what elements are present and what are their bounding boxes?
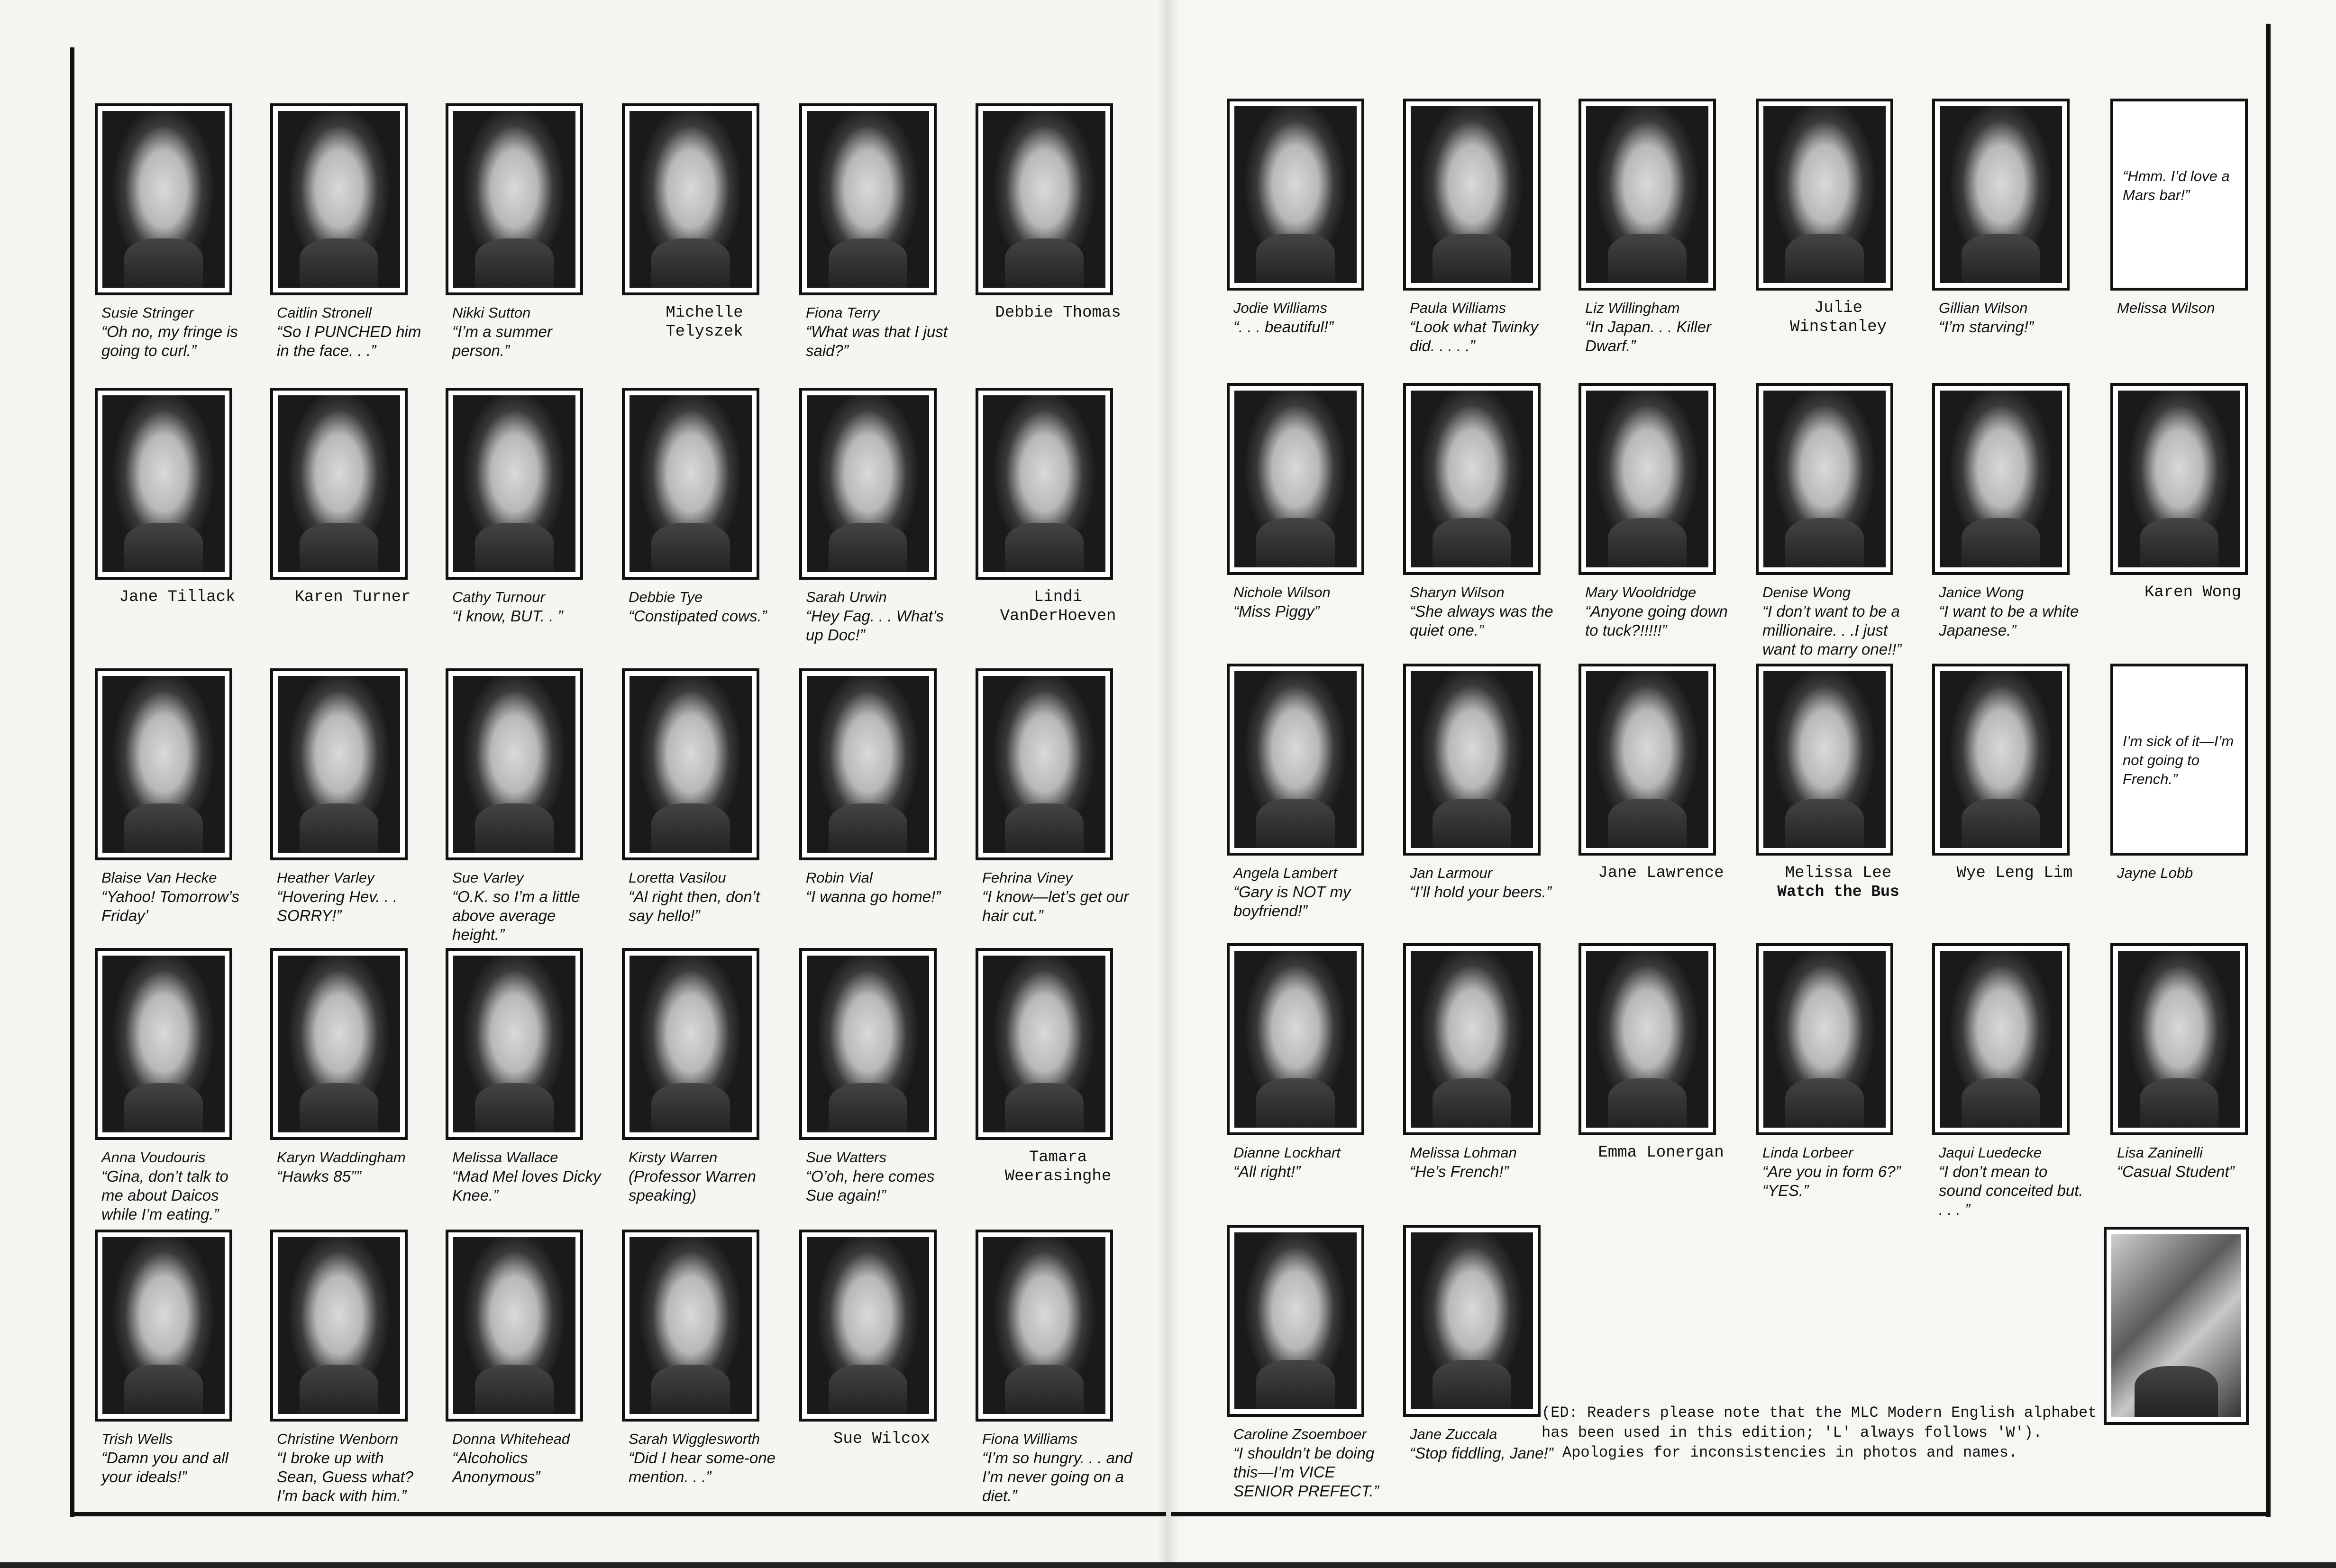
student-name: Debbie Thomas [995, 304, 1121, 322]
student-quote: Watch the Bus [1777, 883, 1899, 901]
portrait-image [1586, 391, 1708, 567]
portrait-image [1234, 671, 1357, 848]
portrait-photo-jodie-williams [1227, 99, 1364, 291]
portrait-image [278, 395, 400, 572]
portrait-caption [101, 1430, 253, 1486]
portrait-photo-sarah-wigglesworth [622, 1230, 759, 1422]
portrait-image [983, 676, 1105, 853]
student-quote: “I want to be a white Japanese.” [1939, 602, 2079, 639]
blank-box-quote: I’m sick of it—I’m not going to French.” [2123, 732, 2234, 787]
portrait-photo-linda-lorbeer [1756, 943, 1893, 1135]
portrait-caption [1762, 1143, 1914, 1200]
student-name: Mary Wooldridge [1585, 584, 1697, 601]
portrait-image [1234, 951, 1357, 1128]
portrait-caption [806, 868, 958, 906]
student-name: Jane Tillack [119, 588, 236, 606]
portrait-image [453, 1237, 575, 1414]
portrait-caption [1410, 583, 1561, 640]
portrait-caption [277, 1430, 429, 1505]
student-name: Donna Whitehead [452, 1431, 570, 1447]
portrait-caption [982, 1430, 1134, 1505]
portrait-caption [1762, 583, 1914, 659]
student-quote: “Are you in form 6?” “YES.” [1762, 1163, 1901, 1199]
portrait-image [278, 676, 400, 853]
student-name: Jane Zuccala [1410, 1426, 1497, 1442]
portrait-photo-jane-tillack [95, 388, 232, 580]
right-page-border-right [2266, 24, 2271, 1517]
student-quote: “Damn you and all your ideals!” [101, 1449, 228, 1486]
editor-note-line: (ED: Readers please note that the MLC Modern English alphabet [1542, 1404, 2097, 1422]
student-quote: “I wanna go home!” [806, 888, 941, 905]
portrait-caption [1585, 1143, 1737, 1162]
student-quote: “Alcoholics Anonymous” [452, 1449, 540, 1486]
portrait-caption [1233, 583, 1385, 621]
student-quote: “Anyone going down to tuck?!!!!!” [1585, 602, 1728, 639]
portrait-image [807, 676, 929, 853]
portrait-photo-melissa-lohman [1403, 943, 1541, 1135]
portrait-caption [1585, 299, 1737, 356]
portrait-photo-angela-lambert [1227, 664, 1364, 856]
portrait-caption [629, 303, 780, 341]
portrait-photo-jane-lawrence [1579, 664, 1716, 856]
student-name: Linda Lorbeer [1762, 1144, 1853, 1161]
student-name: Gillian Wilson [1939, 300, 2028, 316]
student-quote: (Professor Warren speaking) [629, 1167, 756, 1204]
student-quote: “Oh no, my fringe is going to curl.” [101, 323, 238, 359]
portrait-photo-nichole-wilson [1227, 383, 1364, 575]
blank-box-quote: “Hmm. I’d love a Mars bar!” [2123, 167, 2230, 203]
portrait-photo-donna-whitehead [446, 1230, 583, 1422]
portrait-image [1940, 391, 2062, 567]
student-name: Sarah Wigglesworth [629, 1431, 760, 1447]
student-quote: “Al right then, don’t say hello!” [629, 888, 760, 924]
student-quote: “Hovering Hev. . . SORRY!” [277, 888, 398, 924]
student-name: Heather Varley [277, 869, 374, 886]
portrait-caption [1762, 299, 1914, 337]
portrait-photo-jayne-lobb [2110, 664, 2248, 856]
portrait-image [1940, 671, 2062, 848]
portrait-caption [1233, 864, 1385, 921]
portrait-photo-trish-wells [95, 1230, 232, 1422]
student-quote: “He’s French!” [1410, 1163, 1509, 1180]
portrait-caption [101, 588, 253, 607]
portrait-caption [1939, 299, 2090, 337]
portrait-photo-emma-lonergan [1579, 943, 1716, 1135]
portrait-image [278, 1237, 400, 1414]
portrait-photo-lindi-vanderhoeven [976, 388, 1113, 580]
student-name: Paula Williams [1410, 300, 1506, 316]
student-quote: “Hey Fag. . . What’s up Doc!” [806, 607, 944, 644]
student-name: Karen Turner [294, 588, 411, 606]
portrait-image [630, 111, 752, 288]
student-name: Melissa Lee [1785, 864, 1892, 882]
student-quote: “Look what Twinky did. . . . .” [1410, 318, 1538, 355]
portrait-photo-julie-winstanley [1756, 99, 1893, 291]
student-name: Sue Varley [452, 869, 524, 886]
portrait-image [807, 1237, 929, 1414]
portrait-caption [806, 303, 958, 360]
portrait-photo-nikki-sutton [446, 103, 583, 295]
portrait-photo-cathy-turnour [446, 388, 583, 580]
portrait-caption [806, 1148, 958, 1205]
portrait-caption [1410, 299, 1561, 356]
portrait-caption [1585, 864, 1737, 883]
portrait-photo-dianne-lockhart [1227, 943, 1364, 1135]
portrait-caption [629, 588, 780, 626]
student-name: Nichole Wilson [1233, 584, 1331, 601]
portrait-caption [277, 303, 429, 360]
portrait-image [1411, 106, 1533, 283]
student-quote: “Gina, don’t talk to me about Daicos while I’m eating.” [101, 1167, 228, 1223]
portrait-photo-karen-wong [2110, 383, 2248, 575]
student-quote: “Mad Mel loves Dicky Knee.” [452, 1167, 601, 1204]
portrait-image [278, 111, 400, 288]
portrait-image [1940, 106, 2062, 283]
portrait-caption [982, 303, 1134, 322]
portrait-caption [629, 868, 780, 925]
student-quote: “O’oh, here comes Sue again!” [806, 1167, 935, 1204]
editor-note [1542, 1403, 2177, 1463]
portrait-image [1763, 951, 1886, 1128]
portrait-caption [452, 868, 604, 944]
portrait-image [453, 111, 575, 288]
student-quote: “O.K. so I’m a little above average height.” [452, 888, 580, 943]
portrait-caption [629, 1430, 780, 1486]
portrait-caption [982, 1148, 1134, 1186]
student-quote: “I’ll hold your beers.” [1410, 883, 1551, 901]
portrait-photo-gillian-wilson [1932, 99, 2070, 291]
portrait-caption [1233, 299, 1385, 337]
portrait-caption [1585, 583, 1737, 640]
portrait-image [1586, 951, 1708, 1128]
student-name: Dianne Lockhart [1233, 1144, 1341, 1161]
portrait-photo-melissa-lee [1756, 664, 1893, 856]
student-name: Lisa Zaninelli [2117, 1144, 2203, 1161]
portrait-caption [101, 868, 253, 925]
portrait-photo-fehrina-viney [976, 668, 1113, 860]
portrait-caption [277, 588, 429, 607]
student-name: Sue Watters [806, 1149, 887, 1166]
left-page-border-left [70, 47, 74, 1517]
portrait-image [983, 111, 1105, 288]
student-name: Robin Vial [806, 869, 873, 886]
editor-note-line: Apologies for inconsistencies in photos and names. [1562, 1444, 2018, 1461]
student-quote: “I know—let’s get our hair cut.” [982, 888, 1129, 924]
portrait-caption [452, 588, 604, 626]
student-name: Lindi VanDerHoeven [1000, 588, 1116, 625]
portrait-caption [2117, 1143, 2269, 1181]
portrait-image [102, 395, 225, 572]
student-name: Fiona Williams [982, 1431, 1078, 1447]
student-name: Kirsty Warren [629, 1149, 718, 1166]
student-name: Melissa Wallace [452, 1149, 558, 1166]
portrait-caption [277, 1148, 429, 1186]
student-name: Angela Lambert [1233, 865, 1337, 881]
student-name: Anna Voudouris [101, 1149, 206, 1166]
student-name: Wye Leng Lim [1956, 864, 2073, 882]
student-quote: “In Japan. . . Killer Dwarf.” [1585, 318, 1711, 355]
portrait-caption [806, 588, 958, 645]
portrait-image [983, 1237, 1105, 1414]
portrait-image [630, 676, 752, 853]
portrait-image [1586, 106, 1708, 283]
portrait-image [630, 956, 752, 1132]
student-quote: “I don’t want to be a millionaire. . .I just want to marry one!!” [1762, 602, 1902, 658]
student-name: Nikki Sutton [452, 304, 531, 321]
student-name: Julie Winstanley [1789, 299, 1887, 336]
portrait-photo-karen-turner [270, 388, 408, 580]
student-quote: “Constipated cows.” [629, 607, 767, 625]
portrait-photo-sue-watters [799, 948, 937, 1140]
group-photo [2104, 1227, 2249, 1425]
portrait-photo-melissa-wilson [2110, 99, 2248, 291]
portrait-photo-susie-stringer [95, 103, 232, 295]
portrait-photo-debbie-tye [622, 388, 759, 580]
portrait-caption [2117, 299, 2269, 318]
portrait-image [983, 395, 1105, 572]
portrait-image [102, 111, 225, 288]
student-quote: “I know, BUT. . ” [452, 607, 563, 625]
portrait-caption [629, 1148, 780, 1205]
portrait-image [983, 956, 1105, 1132]
student-quote: “I’m a summer person.” [452, 323, 552, 359]
portrait-photo-sarah-urwin [799, 388, 937, 580]
portrait-image [1763, 106, 1886, 283]
portrait-caption [1939, 864, 2090, 883]
portrait-image [2118, 391, 2240, 567]
portrait-photo-kirsty-warren [622, 948, 759, 1140]
page-gutter [1157, 0, 1179, 1568]
portrait-caption [1410, 1425, 1561, 1463]
portrait-caption [2117, 583, 2269, 602]
student-name: Sharyn Wilson [1410, 584, 1505, 601]
student-quote: “So I PUNCHED him in the face. . .” [277, 323, 421, 359]
portrait-photo-lisa-zaninelli [2110, 943, 2248, 1135]
student-quote: “Yahoo! Tomorrow’s Friday’ [101, 888, 240, 924]
student-name: Jayne Lobb [2117, 865, 2193, 881]
student-name: Michelle Telyszek [666, 304, 743, 341]
student-quote: “What was that I just said?” [806, 323, 948, 359]
portrait-image [1763, 391, 1886, 567]
portrait-caption [452, 1148, 604, 1205]
student-quote: “I’m so hungry. . . and I’m never going on a diet.” [982, 1449, 1132, 1504]
portrait-caption [1233, 1425, 1385, 1501]
portrait-image [1411, 671, 1533, 848]
student-name: Melissa Wilson [2117, 300, 2215, 316]
student-name: Caitlin Stronell [277, 304, 372, 321]
student-name: Karyn Waddingham [277, 1149, 406, 1166]
student-name: Jaqui Luedecke [1939, 1144, 2042, 1161]
portrait-photo-jaqui-luedecke [1932, 943, 2070, 1135]
student-name: Sarah Urwin [806, 589, 887, 605]
portrait-photo-wye-leng-lim [1932, 664, 2070, 856]
portrait-photo-caroline-zsoemboer [1227, 1225, 1364, 1417]
student-name: Denise Wong [1762, 584, 1851, 601]
portrait-image [453, 676, 575, 853]
portrait-caption [806, 1430, 958, 1449]
student-name: Loretta Vasilou [629, 869, 726, 886]
spread-bottom-edge [0, 1562, 2336, 1568]
portrait-photo-janice-wong [1932, 383, 2070, 575]
portrait-photo-sharyn-wilson [1403, 383, 1541, 575]
portrait-photo-sue-wilcox [799, 1230, 937, 1422]
portrait-photo-fiona-terry [799, 103, 937, 295]
student-name: Tamara Weerasinghe [1004, 1149, 1112, 1185]
student-quote: “She always was the quiet one.” [1410, 602, 1553, 639]
portrait-image [102, 676, 225, 853]
portrait-image [807, 395, 929, 572]
portrait-image [1234, 1232, 1357, 1409]
student-name: Caroline Zsoemboer [1233, 1426, 1367, 1442]
student-quote: “Casual Student” [2117, 1163, 2235, 1180]
portrait-caption [1410, 1143, 1561, 1181]
student-name: Karen Wong [2144, 583, 2242, 602]
portrait-caption [1939, 583, 2090, 640]
portrait-image [1586, 671, 1708, 848]
portrait-image [630, 395, 752, 572]
student-quote: “Miss Piggy” [1233, 602, 1320, 620]
portrait-photo-liz-willingham [1579, 99, 1716, 291]
portrait-photo-caitlin-stronell [270, 103, 408, 295]
portrait-photo-anna-voudouris [95, 948, 232, 1140]
portrait-image [1763, 671, 1886, 848]
editor-note-line: has been used in this edition; 'L' always follows 'W'). [1542, 1424, 2043, 1441]
student-name: Liz Willingham [1585, 300, 1680, 316]
portrait-caption [277, 868, 429, 925]
portrait-image [807, 956, 929, 1132]
right-page-border-bottom [1171, 1512, 2271, 1516]
student-name: Fehrina Viney [982, 869, 1073, 886]
student-quote: “Gary is NOT my boyfriend!” [1233, 883, 1351, 920]
portrait-photo-fiona-williams [976, 1230, 1113, 1422]
portrait-image [1411, 391, 1533, 567]
portrait-caption [101, 1148, 253, 1224]
portrait-caption [1939, 1143, 2090, 1219]
portrait-image [2118, 951, 2240, 1128]
portrait-photo-blaise-van-hecke [95, 668, 232, 860]
portrait-photo-christine-wenborn [270, 1230, 408, 1422]
portrait-photo-debbie-thomas [976, 103, 1113, 295]
portrait-image [1940, 951, 2062, 1128]
portrait-photo-jane-zuccala [1403, 1225, 1541, 1417]
student-quote: “Hawks 85”” [277, 1167, 361, 1185]
student-quote: “. . . beautiful!” [1233, 318, 1333, 336]
portrait-photo-mary-wooldridge [1579, 383, 1716, 575]
portrait-image [630, 1237, 752, 1414]
student-name: Sue Wilcox [833, 1430, 931, 1448]
portrait-image [453, 956, 575, 1132]
student-name: Janice Wong [1939, 584, 2024, 601]
portrait-caption [982, 868, 1134, 925]
portrait-caption [1762, 864, 1914, 902]
portrait-image [453, 395, 575, 572]
student-name: Jane Lawrence [1598, 864, 1724, 882]
portrait-photo-tamara-weerasinghe [976, 948, 1113, 1140]
portrait-image [807, 111, 929, 288]
student-name: Debbie Tye [629, 589, 703, 605]
portrait-image [102, 1237, 225, 1414]
student-quote: “Stop fiddling, Jane!” [1410, 1444, 1553, 1462]
portrait-image [278, 956, 400, 1132]
portrait-photo-denise-wong [1756, 383, 1893, 575]
portrait-caption [982, 588, 1134, 626]
student-quote: “All right!” [1233, 1163, 1301, 1180]
portrait-photo-melissa-wallace [446, 948, 583, 1140]
student-name: Jodie Williams [1233, 300, 1327, 316]
student-quote: “I’m starving!” [1939, 318, 2034, 336]
portrait-caption [452, 303, 604, 360]
portrait-image [102, 956, 225, 1132]
student-quote: “I don’t mean to sound conceited but. . . . ” [1939, 1163, 2083, 1218]
left-page-border-bottom [70, 1512, 1166, 1516]
student-name: Susie Stringer [101, 304, 194, 321]
student-quote: “I broke up with Sean, Guess what? I’m back with him.” [277, 1449, 414, 1504]
student-name: Emma Lonergan [1598, 1144, 1724, 1162]
portrait-photo-paula-williams [1403, 99, 1541, 291]
student-name: Melissa Lohman [1410, 1144, 1517, 1161]
student-name: Fiona Terry [806, 304, 880, 321]
portrait-photo-jan-larmour [1403, 664, 1541, 856]
student-name: Christine Wenborn [277, 1431, 399, 1447]
portrait-image [1234, 391, 1357, 567]
student-name: Jan Larmour [1410, 865, 1493, 881]
portrait-caption [1410, 864, 1561, 902]
student-name: Blaise Van Hecke [101, 869, 217, 886]
portrait-image [1234, 106, 1357, 283]
portrait-photo-sue-varley [446, 668, 583, 860]
student-name: Cathy Turnour [452, 589, 545, 605]
student-quote: “Did I hear some-one mention. . .” [629, 1449, 776, 1486]
portrait-photo-loretta-vasilou [622, 668, 759, 860]
portrait-photo-michelle-telyszek [622, 103, 759, 295]
portrait-caption [2117, 864, 2269, 883]
portrait-caption [452, 1430, 604, 1486]
student-quote: “I shouldn’t be doing this—I’m VICE SENIOR PREFECT.” [1233, 1444, 1379, 1500]
portrait-image [1411, 951, 1533, 1128]
portrait-photo-robin-vial [799, 668, 937, 860]
student-name: Trish Wells [101, 1431, 173, 1447]
portrait-caption [1233, 1143, 1385, 1181]
portrait-caption [101, 303, 253, 360]
portrait-image [1411, 1232, 1533, 1409]
portrait-photo-heather-varley [270, 668, 408, 860]
portrait-photo-karyn-waddingham [270, 948, 408, 1140]
